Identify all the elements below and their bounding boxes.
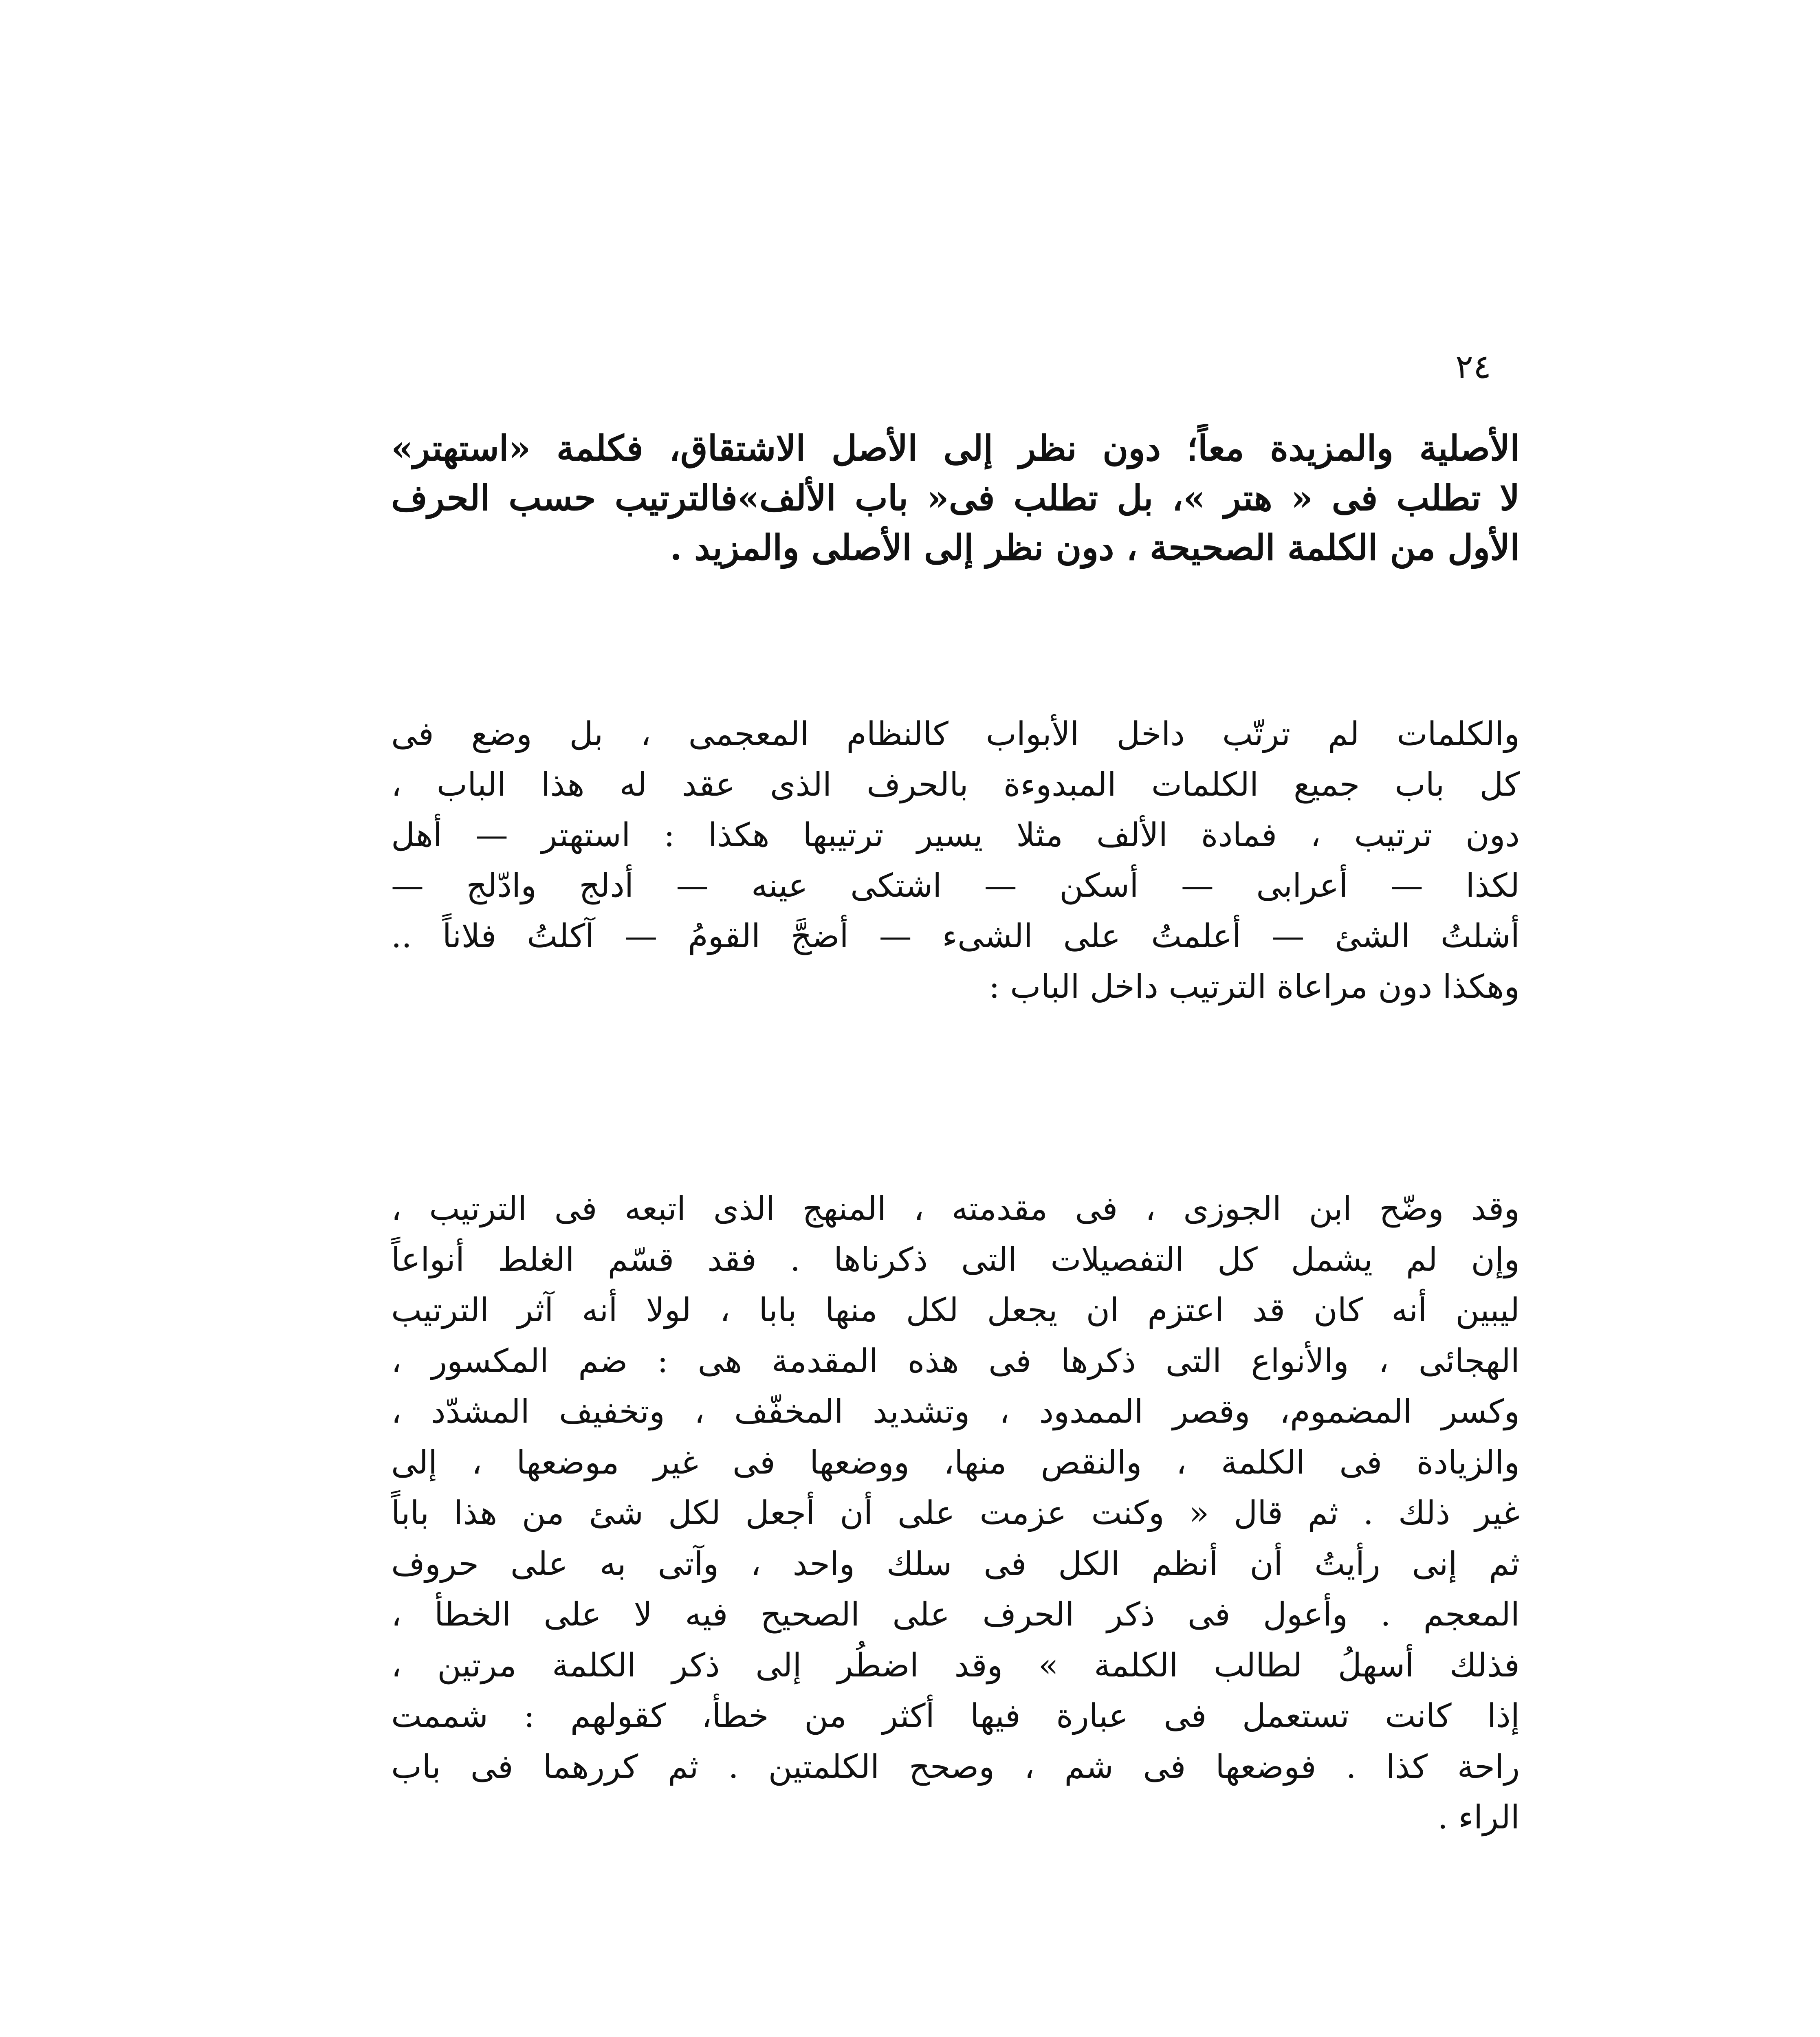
paragraph-line: فذلك أسهلُ لطالب الكلمة » وقد اضطُر إلى ذكر الكلمة مرتين ، <box>391 1646 1520 1684</box>
paragraph-line: ليبين أنه كان قد اعتزم ان يجعل لكل منها بابا ، لولا أنه آثر الترتيب <box>391 1291 1520 1329</box>
paragraph-line: كل باب جميع الكلمات المبدوءة بالحرف الذى عقد له هذا الباب ، <box>391 766 1520 803</box>
paragraph-line: وهكذا دون مراعاة الترتيب داخل الباب : <box>988 968 1520 1005</box>
paragraph-line: المعجم . وأعول فى ذكر الحرف على الصحيح فيه لا على الخطأ ، <box>391 1595 1520 1633</box>
paragraph-line: الأصلية والمزيدة معاً؛ دون نظر إلى الأصل الاشتقاق، فكلمة «استهتر» <box>391 428 1520 469</box>
paragraph-line: وإن لم يشمل كل التفصيلات التى ذكرناها . فقد قسّم الغلط أنواعاً <box>391 1240 1520 1278</box>
paragraph-line: أشلتُ الشئ — أعلمتُ على الشىء — أضجَّ القومُ — آكلتُ فلاناً .. <box>391 917 1520 955</box>
paragraph-line: الراء . <box>1437 1798 1520 1836</box>
paragraph-line: وقد وضّح ابن الجوزى ، فى مقدمته ، المنهج الذى اتبعه فى الترتيب ، <box>391 1190 1520 1227</box>
paragraph-line: الأول من الكلمة الصحيحة ، دون نظر إلى الأصلى والمزيد . <box>670 527 1520 568</box>
paragraph-line: وكسر المضموم، وقصر الممدود ، وتشديد المخفّف ، وتخفيف المشدّد ، <box>391 1392 1520 1430</box>
paragraph-1 <box>391 424 1520 573</box>
paragraph-line: لكذا — أعرابى — أسكن — اشتكى عينه — أدلج وادّلج — <box>391 867 1520 904</box>
paragraph-line: لا تطلب فى « هتر »، بل تطلب فى« باب الألف»فالترتيب حسب الحرف <box>391 477 1520 519</box>
paragraph-line: الهجائى ، والأنواع التى ذكرها فى هذه المقدمة هى : ضم المكسور ، <box>391 1342 1520 1380</box>
paragraph-3 <box>391 1183 1520 1843</box>
page-number: ٢٤ <box>1455 348 1491 386</box>
paragraph-line: راحة كذا . فوضعها فى شم ، وصحح الكلمتين . ثم كررهما فى باب <box>391 1747 1520 1786</box>
paragraph-line: ثم إنى رأيتُ أن أنظم الكل فى سلك واحد ، وآتى به على حروف <box>391 1544 1520 1583</box>
paragraph-line: والزيادة فى الكلمة ، والنقص منها، ووضعها فى غير موضعها ، إلى <box>391 1443 1520 1481</box>
paragraph-line: إذا كانت تستعمل فى عبارة فيها أكثر من خطأ، كقولهم : شممت <box>391 1697 1520 1735</box>
paragraph-2 <box>391 709 1520 1012</box>
paragraph-line: والكلمات لم ترتّب داخل الأبواب كالنظام المعجمى ، بل وضع فى <box>391 715 1520 753</box>
paragraph-line: غير ذلك . ثم قال « وكنت عزمت على أن أجعل لكل شئ من هذا باباً <box>391 1494 1520 1532</box>
paragraph-line: دون ترتيب ، فمادة الألف مثلا يسير ترتيبها هكذا : استهتر — أهل <box>391 816 1520 854</box>
